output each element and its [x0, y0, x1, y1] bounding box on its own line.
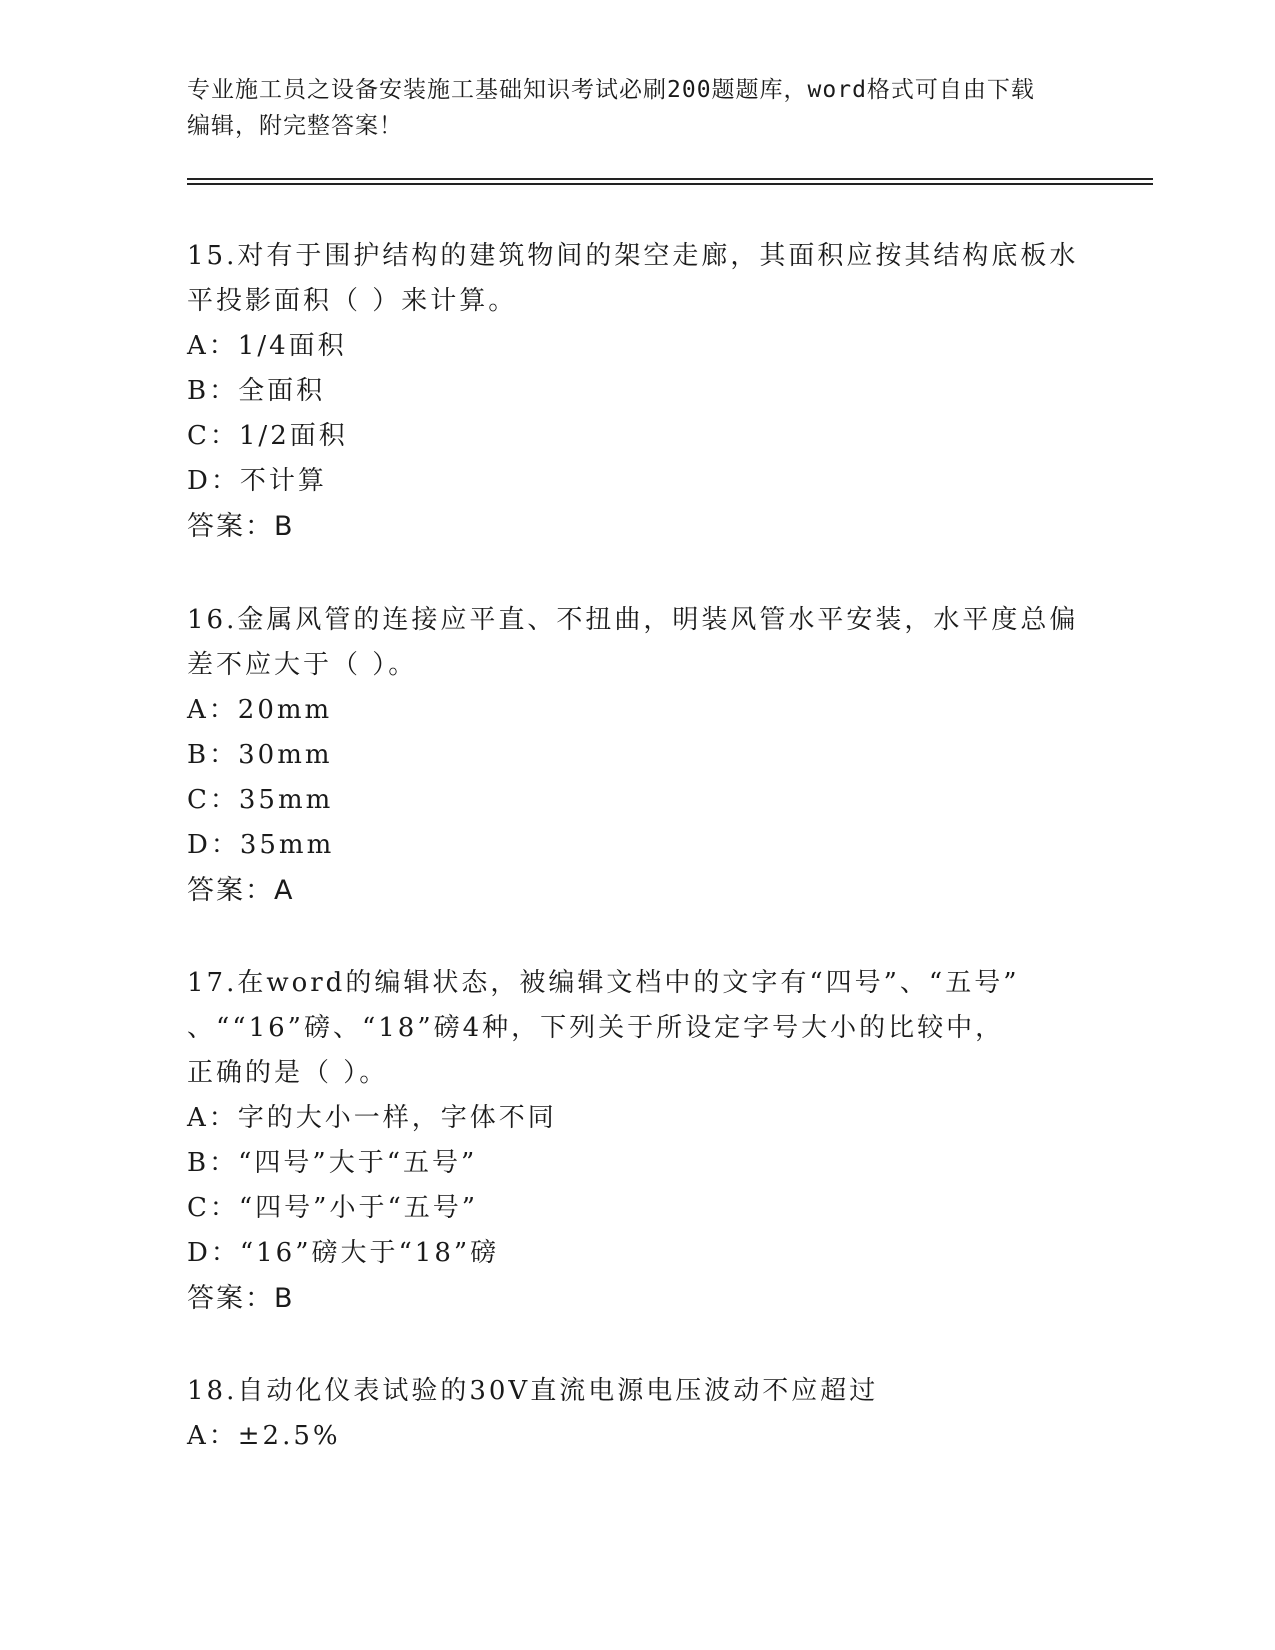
option-a: A：字的大小一样，字体不同	[187, 1103, 557, 1133]
option-c: C：“四号”小于“五号”	[187, 1193, 479, 1223]
header-line-2: 编辑，附完整答案！	[187, 113, 403, 139]
option-d: D：“16”磅大于“18”磅	[187, 1238, 500, 1268]
answer: 答案：A	[187, 875, 295, 906]
question-stem-line: 15.对有于围护结构的建筑物间的架空走廊，其面积应按其结构底板水	[187, 241, 1079, 271]
question-15	[187, 234, 1087, 549]
question-stem-line: 正确的是（ ）。	[187, 1058, 389, 1088]
option-a: A：1/4面积	[187, 331, 347, 361]
question-stem-line: 差不应大于（ ）。	[187, 650, 418, 680]
option-b: B：全面积	[187, 376, 326, 406]
option-a: A：20mm	[187, 695, 333, 725]
question-stem-line: 18.自动化仪表试验的30V直流电源电压波动不应超过	[187, 1376, 879, 1406]
option-b: B：30mm	[187, 740, 333, 770]
option-d: D：35mm	[187, 830, 335, 860]
question-16	[187, 598, 1087, 913]
question-stem-line: 16.金属风管的连接应平直、不扭曲，明装风管水平安装，水平度总偏	[187, 605, 1079, 635]
question-stem-line: 平投影面积（ ）来计算。	[187, 286, 518, 316]
header-divider-second	[187, 183, 1153, 185]
question-stem-line: 、““16”磅、“18”磅4种，下列关于所设定字号大小的比较中，	[187, 1013, 1005, 1043]
option-d: D：不计算	[187, 466, 327, 496]
option-b: B：“四号”大于“五号”	[187, 1148, 478, 1178]
option-c: C：1/2面积	[187, 421, 348, 451]
answer: 答案：B	[187, 511, 295, 542]
question-stem-line: 17.在word的编辑状态，被编辑文档中的文字有“四号”、“五号”	[187, 968, 1020, 998]
header-line-1: 专业施工员之设备安装施工基础知识考试必刷200题题库，word格式可自由下载	[187, 77, 1035, 103]
answer: 答案：B	[187, 1283, 295, 1314]
document-header	[187, 72, 1067, 144]
question-17	[187, 961, 1087, 1321]
header-divider	[187, 178, 1153, 180]
option-a: A：±2.5%	[187, 1421, 341, 1451]
option-c: C：35mm	[187, 785, 334, 815]
question-18	[187, 1369, 1087, 1459]
